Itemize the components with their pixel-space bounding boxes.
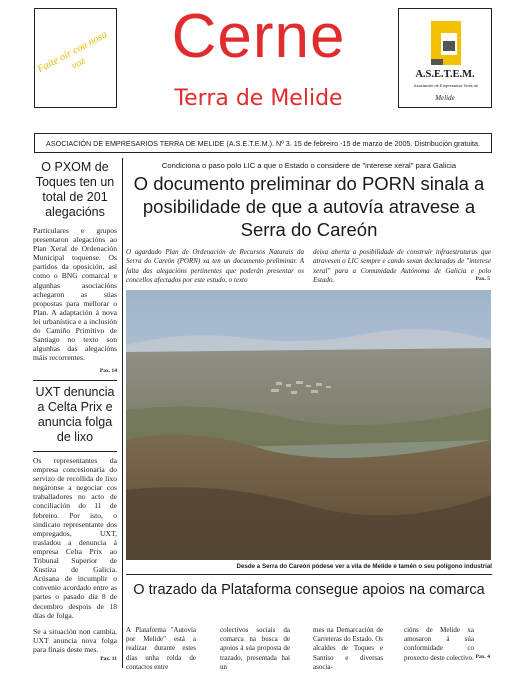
- lead-page-ref: Pax. 5: [475, 276, 490, 282]
- promo-box: [34, 8, 117, 108]
- asetem-logo-box: [398, 8, 492, 108]
- sidebar-body-uxt: Os representantes da empresa concesionaria do servizo de recollida de lixo negáronse a negociar cos traballadores no acto de conciliación do 11 de febreiro. Por isto, o sindicato representante dos empregados, UXT, trasladou a denuncia á empresa Celta Prix ao Tribunal Superior de Xustiza de Galicia. Acúsana de incumplir o convenio acordado entre as partes o pasado día 8 de decembro despois de 18 días de folga.: [33, 456, 117, 620]
- masthead-subtitle: Terra de Melide: [174, 86, 343, 111]
- issue-info-bar: [34, 133, 492, 153]
- second-page-ref: Pax. 4: [475, 654, 490, 660]
- sidebar-body-uxt-end: Se a situación non cambia, UXT anuncia nova folga para finais deste mes.: [33, 627, 117, 655]
- promo-slogan: Faite oír coa nosa voz: [35, 29, 110, 76]
- column-divider: [122, 158, 123, 668]
- lead-column-2: deixa aberta a posibilidade de construír infraestruturas que atravesen o LIC sempre e cando sexan declaradas de "interese xeral" para a Comunidade Autónoma de Galicia e polo Estado.: [313, 248, 491, 285]
- sidebar-page-ref-uxt: Pax. 11: [100, 656, 117, 662]
- sidebar-divider: [33, 380, 117, 381]
- second-column-2: colectivos sociais da comarca na busca de apoios á súa proposta de trazado, presentada hai un: [220, 626, 290, 671]
- second-column-3: mes na Demarcación de Carreteras do Estado. Os alcaldes de Toques e Santiso e diversas asocia-: [313, 626, 383, 671]
- logo-name: A.S.E.T.E.M.: [415, 69, 475, 80]
- photo-caption: Desde a Serra do Careón pódese ver a vila de Melide e tamén o seu polígono industrial: [236, 563, 492, 570]
- masthead-title: Cerne: [171, 2, 346, 71]
- section-divider: [126, 574, 492, 575]
- lead-column-1: O agardado Plan de Ordenación de Recursos Naturais da Serra do Careón (PORN) xa ten un documento preliminar. A falta das alegacións pertinentes que poderán presentar os concellos afectados por este estudo, o texto: [126, 248, 304, 285]
- logo-place: Melide: [435, 94, 455, 102]
- second-column-4: cións de Melide xa amosaron á súa conformidade co proxecto deste colectivo.: [404, 626, 474, 662]
- issue-info-text: ASOCIACIÓN DE EMPRESARIOS TERRA DE MELIDE (A.S.E.T.E.M.). Nº 3. 15 de febreiro -15 de marzo de 2005. Distribución gratuita.: [46, 138, 480, 148]
- sidebar-headline-pxom: O PXOM de Toques ten un total de 201 alegacións: [35, 160, 115, 219]
- second-headline: O trazado da Plataforma consegue apoios na comarca: [133, 582, 485, 598]
- main-kicker: Condiciona o paso polo LIC a que o Estado o considere de "interese xeral" para Galicia: [161, 161, 457, 170]
- asetem-logo-icon: [429, 19, 463, 69]
- sidebar-page-ref-pxom: Pax. 14: [99, 368, 117, 374]
- sidebar-body-pxom: Particulares e grupos presentaron alegacións ao Plan Xeral de Ordenación Municipal toquense. Os partidos da oposición, así como o BNG comarcal e algunhas asociacións achegaron as súas propostas para mellorar o Plan. A adaptación á nova lei urbanística e a inclusión do Camiño Primitivo de Santiago no texto son algunhas das alegacións máis recorrentes.: [33, 226, 117, 363]
- second-column-1: A Plataforma "Autovía por Melide" está a realizar durante estes días unha rolda de contactos entre: [126, 626, 196, 671]
- main-headline: O documento preliminar do PORN sinala a posibilidade de que a autovía atravese a Serra do Careón: [133, 173, 485, 240]
- logo-tagline: Asociación de Empresarios Terra de: [413, 83, 479, 88]
- sidebar-divider: [33, 451, 117, 452]
- landscape-photo: [126, 290, 491, 560]
- sidebar-headline-uxt: UXT denuncia a Celta Prix e anuncia folga de lixo: [35, 385, 115, 444]
